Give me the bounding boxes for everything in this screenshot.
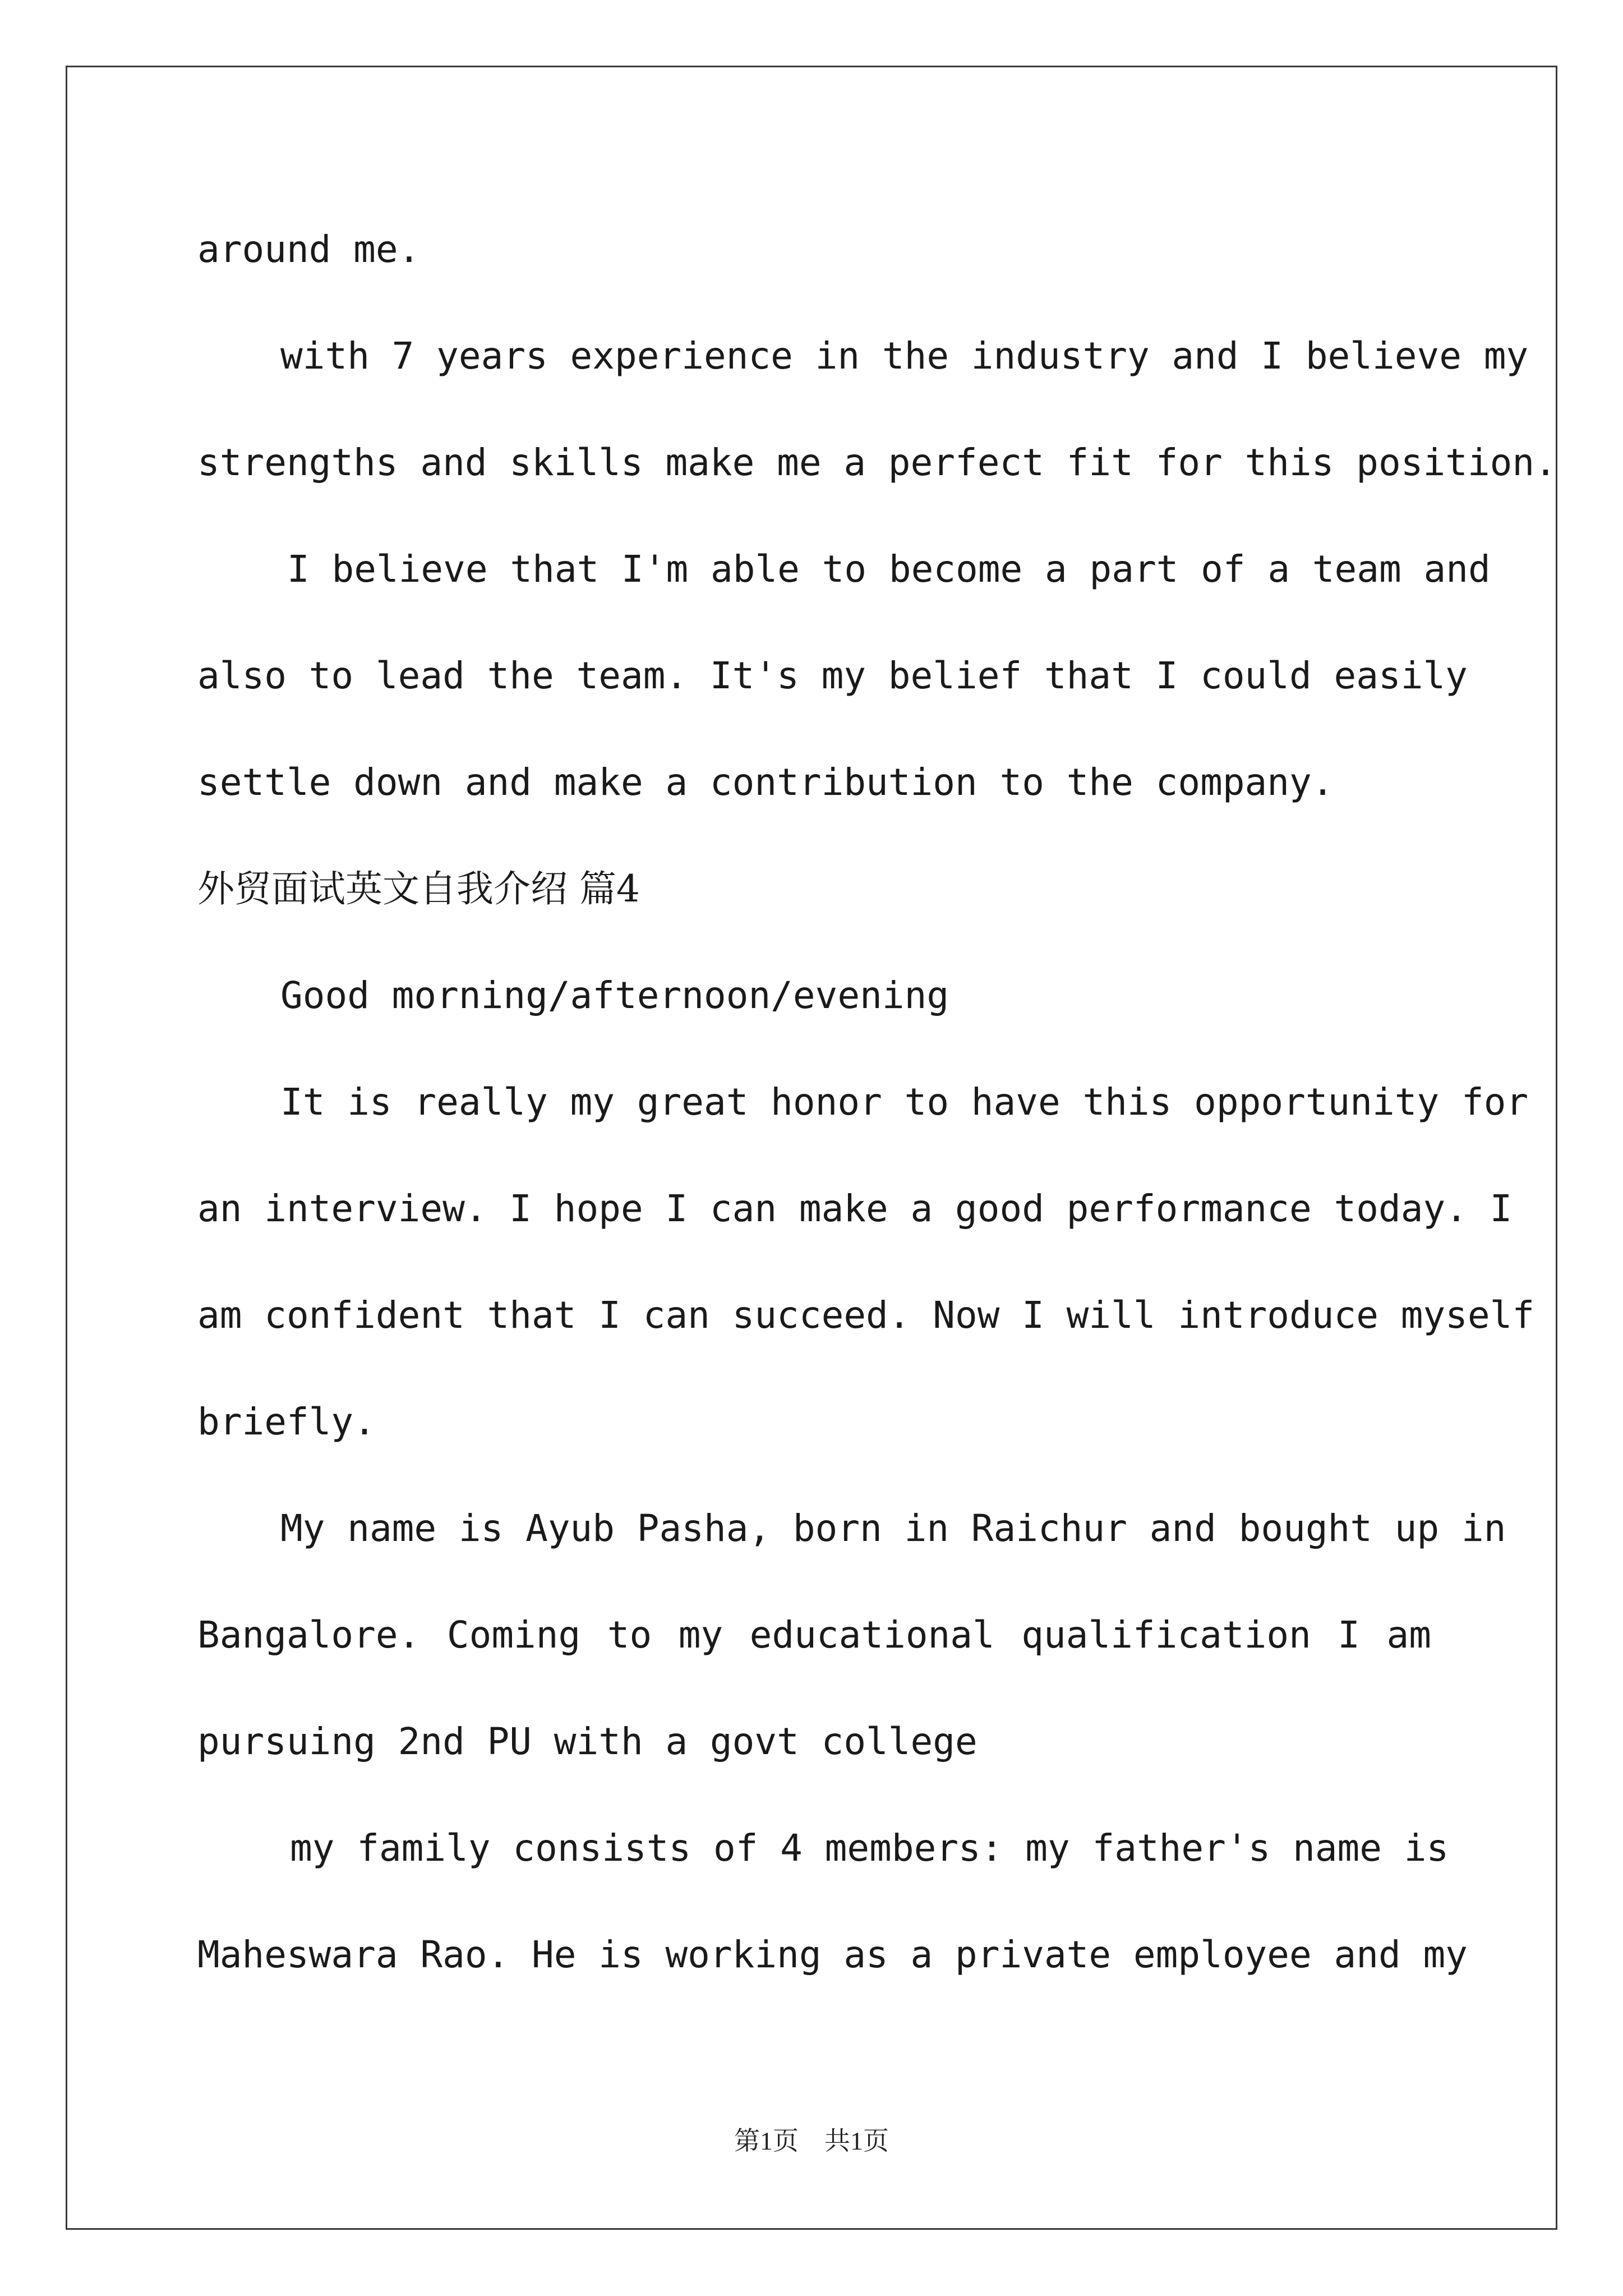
text-line: Maheswara Rao. He is working as a private employee and my bbox=[197, 1933, 1468, 1976]
page-border bbox=[66, 66, 1557, 2230]
text-line: My name is Ayub Pasha, born in Raichur and bought up in bbox=[280, 1507, 1506, 1550]
text-line: also to lead the team. It's my belief that I could easily bbox=[197, 654, 1468, 697]
text-line: I believe that I'm able to become a part of a team and bbox=[287, 547, 1491, 591]
text-line: pursuing 2nd PU with a govt college bbox=[197, 1720, 978, 1763]
text-line: around me. bbox=[197, 228, 421, 271]
text-line: settle down and make a contribution to the company. bbox=[197, 761, 1334, 804]
text-line: am confident that I can succeed. Now I will introduce myself bbox=[197, 1294, 1535, 1337]
text-line: It is really my great honor to have this opportunity for bbox=[280, 1080, 1529, 1124]
text-line: strengths and skills make me a perfect fit for this position. bbox=[197, 441, 1557, 484]
page-number-footer: 第1页 共1页 bbox=[734, 2127, 889, 2155]
text-line: Bangalore. Coming to my educational qualification I am bbox=[197, 1613, 1431, 1657]
text-line: Good morning/afternoon/evening bbox=[280, 974, 949, 1017]
text-line: with 7 years experience in the industry and I believe my bbox=[280, 334, 1529, 378]
text-line: an interview. I hope I can make a good performance today. I bbox=[197, 1187, 1513, 1230]
text-line: briefly. bbox=[197, 1400, 376, 1443]
section-heading: 外贸面试英文自我介绍 篇4 bbox=[197, 867, 640, 910]
text-line: my family consists of 4 members: my father's name is bbox=[290, 1826, 1449, 1870]
